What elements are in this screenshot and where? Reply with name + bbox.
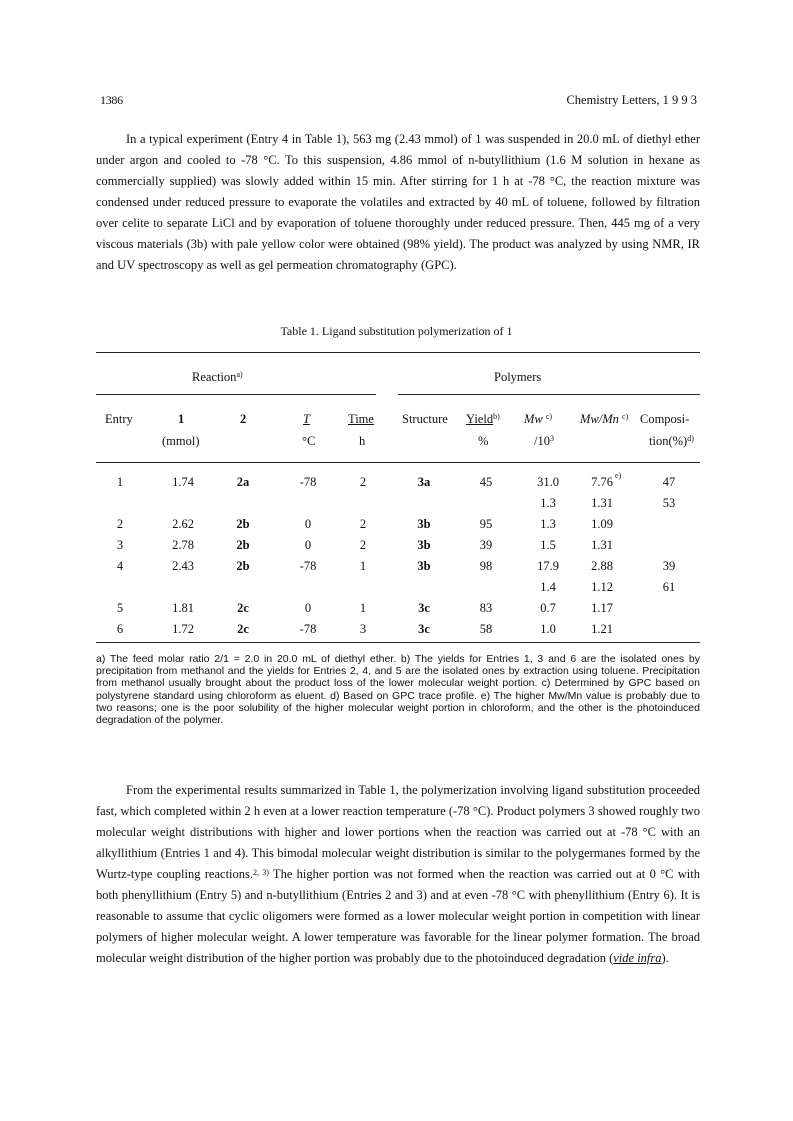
table-cell-entry: 3 xyxy=(116,538,124,552)
table-cell-t: -78 xyxy=(299,475,317,489)
header-mwmn: Mw/Mn $^{c)}$ xyxy=(580,412,629,426)
table-top-rule xyxy=(96,352,700,353)
table-cell-c2: 2a xyxy=(236,475,250,489)
table-cell-structure: 3b xyxy=(417,559,431,573)
table-cell-footnote-mark: e) xyxy=(615,471,622,480)
table-caption: Table 1. Ligand substitution polymerization of 1 xyxy=(280,324,513,338)
table-cell-mw: 1.5 xyxy=(540,538,556,552)
header-mw-unit: $/10^3$ xyxy=(534,434,554,448)
header-time: Time xyxy=(348,412,374,426)
paragraph-experimental xyxy=(96,129,700,276)
table-cell-mw: 1.4 xyxy=(540,580,556,594)
table-cell-c2: 2b xyxy=(236,538,250,552)
table-cell-mw: 17.9 xyxy=(537,559,559,573)
paragraph-text: The higher portion was not formed when the reaction was carried out at 0 °C with both phenyllithium (Entry 5) and n-butyllithium (Entries 2 and 3) and at even -78 °C with phenyllithium (Entry 6). It is reasonable to assume that cyclic oligomers were formed as a lower molecular weight portion in competition with linear polymers of higher molecular weight. A lower temperature was favorable for the linear polymer formation. The broad molecular weight distribution of the higher portion was probably due to the photoinduced degradation ( xyxy=(96,867,700,965)
table-cell-comp: 61 xyxy=(662,580,676,594)
table-cell-mw: 0.7 xyxy=(540,601,556,615)
table-cell-time: 3 xyxy=(359,622,367,636)
table-cell-yield: 39 xyxy=(479,538,493,552)
table-cell-yield: 83 xyxy=(479,601,493,615)
table-cell-yield: 58 xyxy=(479,622,493,636)
table-cell-time: 1 xyxy=(359,559,367,573)
table-cell-entry: 1 xyxy=(116,475,124,489)
polymers-group-rule xyxy=(398,394,700,395)
table-cell-time: 1 xyxy=(359,601,367,615)
table-cell-mw: 31.0 xyxy=(537,475,559,489)
table-cell-c2: 2b xyxy=(236,517,250,531)
table-cell-mwmn: 1.21 xyxy=(591,622,613,636)
table-cell-comp: 53 xyxy=(662,496,676,510)
header-composition-unit: tion(%)$^{d)}$ xyxy=(649,434,694,448)
table-cell-t: -78 xyxy=(299,622,317,636)
table-cell-c1: 2.43 xyxy=(172,559,194,573)
header-mw: Mw $^{c)}$ xyxy=(524,412,553,426)
table-cell-c1: 1.81 xyxy=(172,601,194,615)
table-cell-c1: 2.62 xyxy=(172,517,194,531)
table-cell-c1: 1.72 xyxy=(172,622,194,636)
table-cell-mw: 1.3 xyxy=(540,496,556,510)
table-cell-mwmn: 1.12 xyxy=(591,580,613,594)
table-cell-structure: 3c xyxy=(418,622,430,636)
table-cell-yield: 95 xyxy=(479,517,493,531)
table-cell-mwmn: 1.09 xyxy=(591,517,613,531)
paragraph-text: ). xyxy=(661,951,669,965)
vide-infra: vide infra xyxy=(613,951,662,965)
header-entry: Entry xyxy=(105,412,133,426)
table-cell-mw: 1.3 xyxy=(540,517,556,531)
paragraph-text: In a typical experiment (Entry 4 in Table 1), 563 mg (2.43 mmol) of 1 was suspended in 20.0 mL of diethyl ether under argon and cooled to -78 °C. To this suspension, 4.86 mmol of n-butyllithium (1.6 M solution in hexane as commercially supplied) was slowly added within 15 min. After stirring for 1 h at -78 °C, the reaction mixture was condensed under reduced pressure to evaporate the volatiles and extracted by 40 mL of toluene, followed by filtration over celite to separate LiCl and by evaporation of toluene thoroughly under reduced pressure. Then, 445 mg of a very viscous materials (3b) with pale yellow color were obtained (98% yield). The product was analyzed by using NMR, IR and UV spectroscopy as well as gel permeation chromatography (GPC). xyxy=(96,132,700,272)
header-temperature-unit: °C xyxy=(302,434,316,448)
table-cell-mwmn: 1.17 xyxy=(591,601,613,615)
table-cell-entry: 4 xyxy=(116,559,124,573)
table-cell-t: -78 xyxy=(299,559,317,573)
table-cell-structure: 3c xyxy=(418,601,430,615)
table-cell-yield: 98 xyxy=(479,559,493,573)
reference-superscript: 2, 3) xyxy=(253,868,269,877)
header-compound-2: 2 xyxy=(240,412,247,426)
header-temperature: T xyxy=(303,412,310,426)
header-compound-1: 1 xyxy=(178,412,185,426)
table-cell-c2: 2b xyxy=(236,559,250,573)
table-cell-time: 2 xyxy=(359,475,367,489)
table-footnotes: a) The feed molar ratio 2/1 = 2.0 in 20.0 mL of diethyl ether. b) The yields for Entries 1, 3 and 6 are the isolated ones by precipitation from methanol and the yields for Entries 2, 4, and 5 are the isolated ones by extraction using toluene. Precipitation from methanol usually brought about the product loss of the lower molecular weight portion. c) Determined by GPC based on polystyrene standard using chloroform as eluent. d) Based on GPC trace profile. e) The higher Mw/Mn value is probably due to two reasons; one is the poor solubility of the higher molecular weight portion in chloroform, and the other is the photoinduced degradation of the polymer. xyxy=(96,653,700,727)
table-cell-entry: 5 xyxy=(116,601,124,615)
table-cell-t: 0 xyxy=(304,517,312,531)
header-yield: Yield$^{b)}$ xyxy=(466,412,500,426)
table-cell-c1: 2.78 xyxy=(172,538,194,552)
journal-name: Chemistry Letters, 1 9 9 3 xyxy=(566,93,697,107)
table-cell-mwmn: 1.31 xyxy=(591,496,613,510)
table-cell-mwmn: 7.76 xyxy=(591,475,613,489)
header-composition: Composi- xyxy=(640,412,690,426)
table-cell-structure: 3b xyxy=(417,538,431,552)
header-yield-unit: % xyxy=(478,434,489,448)
table-cell-time: 2 xyxy=(359,517,367,531)
table-cell-t: 0 xyxy=(304,538,312,552)
header-time-unit: h xyxy=(359,434,366,448)
header-compound-1-unit: (mmol) xyxy=(162,434,200,448)
table-cell-c1: 1.74 xyxy=(172,475,194,489)
table-cell-mw: 1.0 xyxy=(540,622,556,636)
table-cell-mwmn: 2.88 xyxy=(591,559,613,573)
table-cell-t: 0 xyxy=(304,601,312,615)
table-cell-comp: 39 xyxy=(662,559,676,573)
table-cell-mwmn: 1.31 xyxy=(591,538,613,552)
paragraph-text: From the experimental results summarized in Table 1, the polymerization involving ligand substitution proceeded fast, which completed within 2 h even at a lower reaction temperature (-78 °C). Product polymers 3 showed roughly two molecular weight distributions with higher and lower portions when the reaction was carried out at -78 °C with an alkyllithium (Entries 1 and 4). This bimodal molecular weight distribution is similar to the polygermanes formed by the Wurtz-type coupling reactions. xyxy=(96,783,700,881)
header-bottom-rule xyxy=(96,462,700,463)
header-structure: Structure xyxy=(402,412,448,426)
table-cell-comp: 47 xyxy=(662,475,676,489)
table-cell-structure: 3b xyxy=(417,517,431,531)
reaction-group-rule xyxy=(96,394,376,395)
reaction-group-header: Reaction$^{a)}$ xyxy=(192,370,243,384)
table-cell-structure: 3a xyxy=(417,475,431,489)
polymers-group-header: Polymers xyxy=(494,370,542,384)
table-bottom-rule xyxy=(96,642,700,643)
table-cell-yield: 45 xyxy=(479,475,493,489)
table-cell-time: 2 xyxy=(359,538,367,552)
paragraph-discussion xyxy=(96,780,700,969)
page-number: 1386 xyxy=(100,93,123,107)
table-cell-entry: 2 xyxy=(116,517,124,531)
table-cell-c2: 2c xyxy=(237,622,249,636)
table-cell-c2: 2c xyxy=(237,601,249,615)
table-cell-entry: 6 xyxy=(116,622,124,636)
